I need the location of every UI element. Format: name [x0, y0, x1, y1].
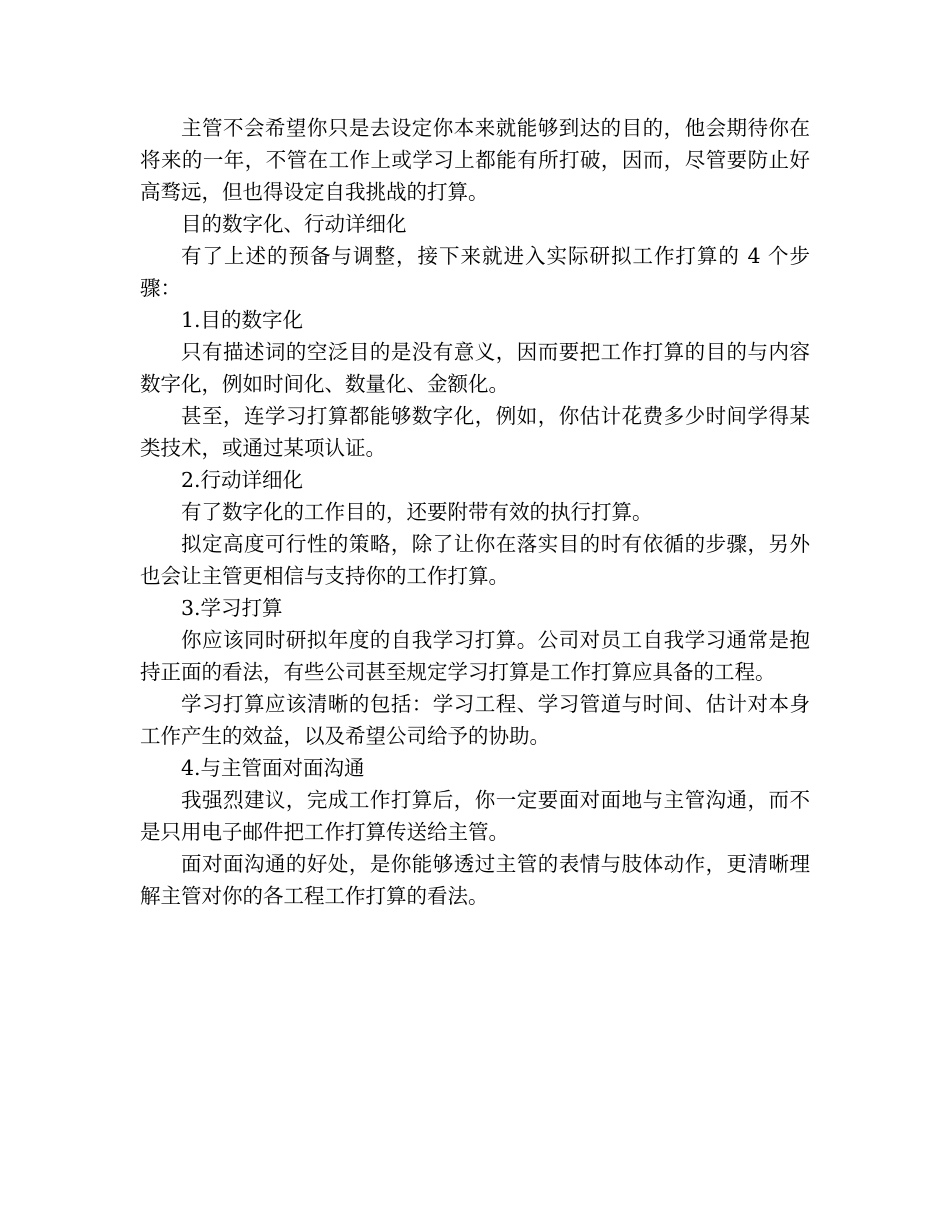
document-body	[140, 112, 810, 912]
step-heading-4: 4.与主管面对面沟通	[181, 756, 365, 780]
paragraph-feasible-strategy: 拟定高度可行性的策略，除了让你在落实目的时有依循的步骤，另外也会让主管更相信与支持你的工作打算。	[140, 532, 810, 588]
step-heading-3: 3.学习打算	[181, 596, 283, 620]
step-heading-2: 2.行动详细化	[181, 468, 304, 492]
paragraph-four-steps: 有了上述的预备与调整，接下来就进入实际研拟工作打算的 4 个步骤：	[140, 244, 810, 300]
paragraph-face-to-face: 我强烈建议，完成工作打算后，你一定要面对面地与主管沟通，而不是只用电子邮件把工作打算传送给主管。	[140, 788, 810, 844]
paragraph-learning-contents: 学习打算应该清晰的包括：学习工程、学习管道与时间、估计对本身工作产生的效益，以及希望公司给予的协助。	[140, 692, 810, 748]
step-heading-1: 1.目的数字化	[181, 308, 304, 332]
paragraph-quantify-learning: 甚至，连学习打算都能够数字化，例如，你估计花费多少时间学得某类技术，或通过某项认证。	[140, 404, 810, 460]
paragraph-supervisor-expectation: 主管不会希望你只是去设定你本来就能够到达的目的，他会期待你在将来的一年，不管在工作上或学习上都能有所打破，因而，尽管要防止好高骛远，但也得设定自我挑战的打算。	[140, 116, 810, 204]
paragraph-execution-plan: 有了数字化的工作目的，还要附带有效的执行打算。	[181, 500, 653, 524]
paragraph-learning-plan: 你应该同时研拟年度的自我学习打算。公司对员工自我学习通常是抱持正面的看法，有些公司甚至规定学习打算是工作打算应具备的工程。	[140, 628, 810, 684]
paragraph-face-to-face-benefit: 面对面沟通的好处，是你能够透过主管的表情与肢体动作，更清晰理解主管对你的各工程工作打算的看法。	[140, 852, 810, 908]
paragraph-quantify-goals: 只有描述词的空泛目的是没有意义，因而要把工作打算的目的与内容数字化，例如时间化、数量化、金额化。	[140, 340, 810, 396]
section-heading-goals: 目的数字化、行动详细化	[181, 212, 407, 236]
